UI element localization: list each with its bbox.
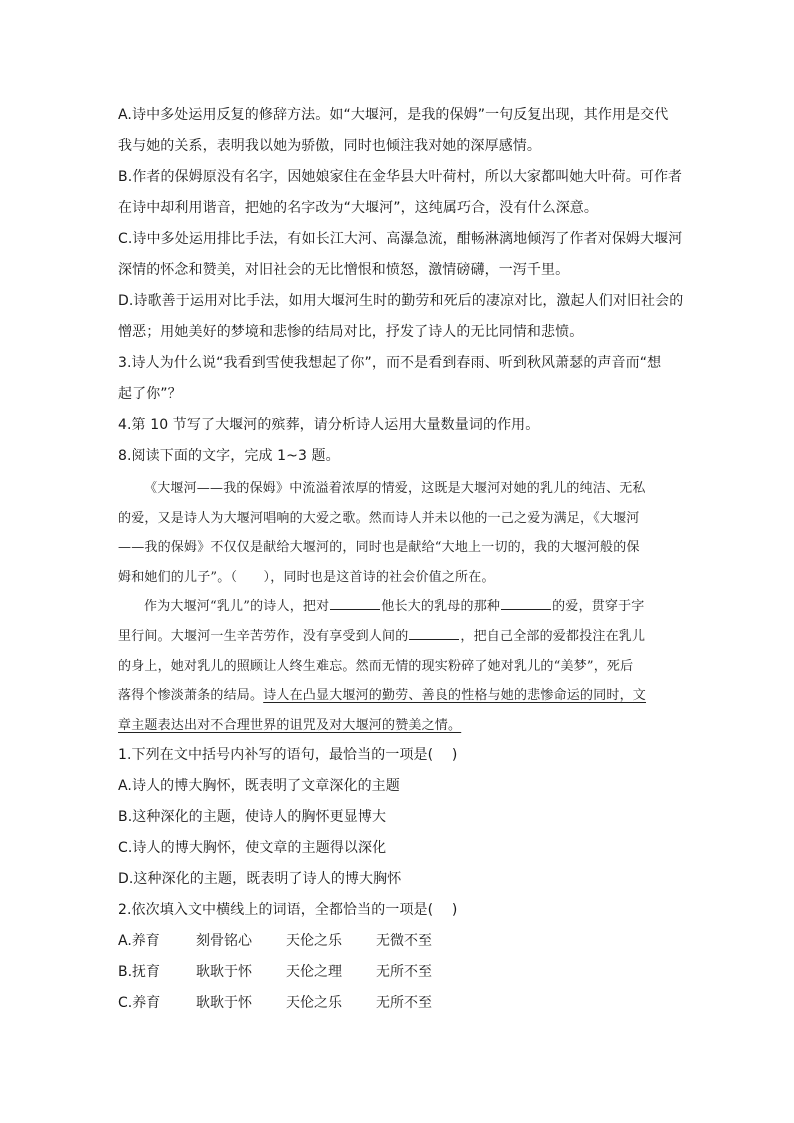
passage-p2-line-4: [118, 681, 678, 711]
q1-option-d: D.这种深化的主题，既表明了诗人的博大胸怀: [118, 871, 402, 888]
passage-p2-line-5: [118, 711, 678, 741]
q2-option-a: [118, 926, 678, 957]
passage-text: 他长大的乳母的那种: [381, 599, 501, 615]
passage-text: ，把自己全部的爱都投注在乳儿: [460, 628, 646, 644]
fill-blank-3: [409, 627, 459, 640]
passage-text: 里行间。大堰河一生辛苦劳作，没有享受到人间的: [118, 628, 409, 644]
q1-option-c: C.诗人的博大胸怀，使文章的主题得以深化: [118, 840, 387, 857]
option-cell: 耿耿于怀: [196, 995, 252, 1012]
question-3-line-2: 起了你”？: [118, 386, 182, 402]
question-4: 4.第 10 节写了大堰河的殡葬，请分析诗人运用大量数量词的作用。: [118, 417, 540, 433]
passage-p1-line-2: 的爱，又是诗人为大堰河唱响的大爱之歌。然而诗人并未以他的一己之爱为满足，《大堰河: [118, 510, 640, 526]
question-1: 1.下列在文中括号内补写的语句，最恰当的一项是( ): [118, 747, 458, 764]
question-3-line-1: 3.诗人为什么说“我看到雪使我想起了你”，而不是看到春雨、听到秋风萧瑟的声音而“想: [118, 355, 662, 371]
option-b-line-1: B.作者的保姆原没有名字，因她娘家住在金华县大叶荷村，所以大家都叫她大叶荷。可作者: [118, 169, 683, 185]
option-cell: 无所不至: [376, 964, 432, 981]
questions-block: [118, 740, 678, 1019]
option-cell: 刻骨铭心: [196, 933, 252, 950]
underlined-sentence: 诗人在凸显大堰河的勤劳、善良的性格与她的悲惨命运的同时，文: [263, 688, 647, 704]
option-b-line-2: 在诗中却利用谐音，把她的名字改为“大堰河”，这纯属巧合，没有什么深意。: [118, 200, 599, 216]
option-cell: 天伦之理: [286, 964, 342, 981]
option-d-line-1: D.诗歌善于运用对比手法，如用大堰河生时的勤劳和死后的凄凉对比，激起人们对旧社会的: [118, 293, 684, 309]
passage-text: 作为大堰河“乳儿”的诗人，把对: [144, 599, 330, 615]
option-cell: 耿耿于怀: [196, 964, 252, 981]
reading-passage: [118, 474, 678, 740]
passage-p2-line-2: [118, 622, 678, 652]
option-c-line-2: 深情的怀念和赞美，对旧社会的无比憎恨和愤怒，激情磅礴，一泻千里。: [118, 262, 570, 278]
fill-blank-1: [330, 597, 380, 610]
question-2: 2.依次填入文中横线上的词语，全都恰当的一项是( ): [118, 902, 458, 919]
option-a-line-1: A.诗中多处运用反复的修辞方法。如“大堰河，是我的保姆”一句反复出现，其作用是交代: [118, 107, 669, 123]
option-cell: B.抚育: [118, 964, 161, 981]
passage-p1-line-3: ——我的保姆》不仅仅是献给大堰河的，同时也是献给“大地上一切的，我的大堰河般的保: [118, 540, 640, 556]
passage-p1-line-4: 姆和她们的儿子”。（ ），同时也是这首诗的社会价值之所在。: [118, 569, 495, 585]
fill-blank-2: [501, 597, 551, 610]
passage-p2-line-3: 的身上，她对乳儿的照顾让人终生难忘。然而无情的现实粉碎了她对乳儿的“美梦”，死后: [118, 658, 634, 674]
underlined-sentence: 章主题表达出对不合理世界的诅咒及对大堰河的赞美之情。: [118, 717, 462, 733]
q1-option-a: A.诗人的博大胸怀，既表明了文章深化的主题: [118, 778, 400, 795]
option-d-line-2: 憎恶；用她美好的梦境和悲惨的结局对比，抒发了诗人的无比同情和悲愤。: [118, 324, 584, 340]
option-a-line-2: 我与她的关系，表明我以她为骄傲，同时也倾注我对她的深厚感情。: [118, 138, 541, 154]
document-page: [118, 100, 684, 1019]
q2-option-b: [118, 957, 678, 988]
option-cell: 天伦之乐: [286, 995, 342, 1012]
option-cell: A.养育: [118, 933, 160, 950]
q2-option-c: [118, 988, 678, 1019]
passage-text: 落得个惨淡萧条的结局。: [118, 688, 264, 704]
option-cell: 天伦之乐: [286, 933, 342, 950]
passage-p1-line-1: 《大堰河——我的保姆》中流溢着浓厚的情爱，这既是大堰河对她的乳儿的纯洁、无私: [144, 481, 646, 496]
passage-p2-line-1: [118, 592, 678, 622]
question-text-block: [118, 100, 684, 472]
option-cell: 无微不至: [376, 933, 432, 950]
passage-text: 的爱，贯穿于字: [552, 599, 645, 615]
q1-option-b: B.这种深化的主题，使诗人的胸怀更显博大: [118, 809, 387, 826]
option-c-line-1: C.诗中多处运用排比手法，有如长江大河、高瀑急流，酣畅淋漓地倾泻了作者对保姆大堰河: [118, 231, 683, 247]
reading-instruction: 8.阅读下面的文字，完成 1~3 题。: [118, 448, 340, 464]
option-cell: 无所不至: [376, 995, 432, 1012]
option-cell: C.养育: [118, 995, 161, 1012]
